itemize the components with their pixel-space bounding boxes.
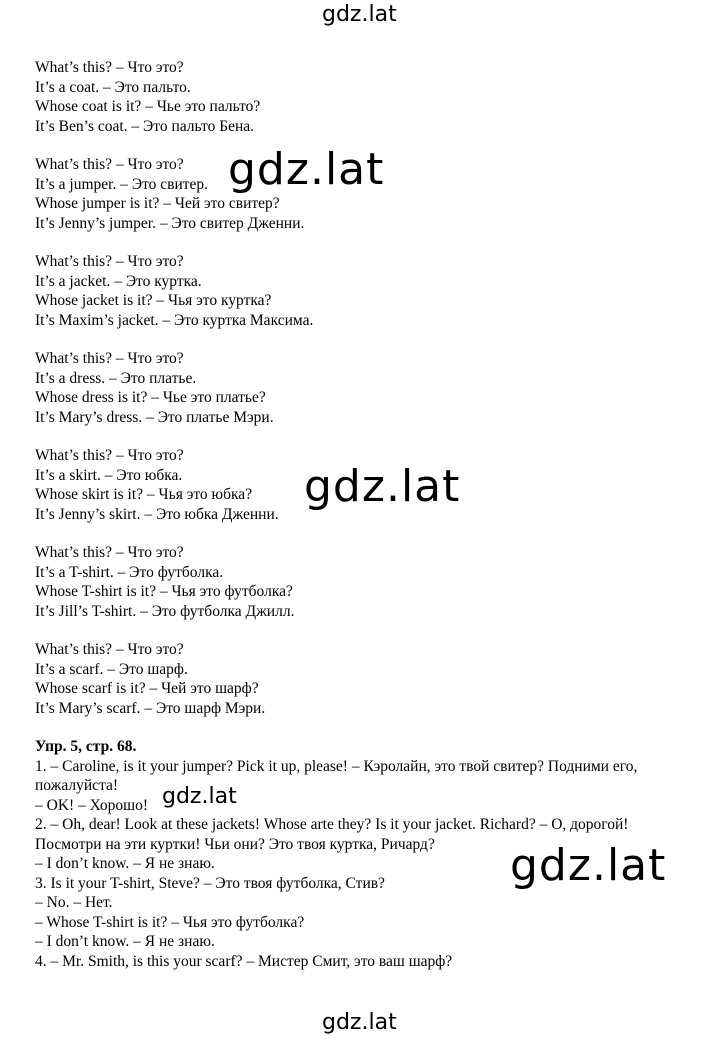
dialogue-line: It’s a coat. – Это пальто. xyxy=(35,78,191,96)
dialogue-line: Whose scarf is it? – Чей это шарф? xyxy=(35,680,259,697)
dialogue-line: What’s this? – Что это? xyxy=(35,253,184,270)
dialogue-line: It’s a jumper. – Это свитер. xyxy=(35,175,209,193)
exercise-line: 1. – Caroline, is it your jumper? Pick it up, please! – Кэролайн, это твой свитер? Подними его, пожалуйста! xyxy=(35,757,638,794)
watermark-mid-2: gdz.lat xyxy=(304,461,461,512)
dialogue-line: It’s Mary’s scarf. – Это шарф Мэри. xyxy=(35,699,266,717)
dialogue-line: It’s a scarf. – Это шарф. xyxy=(35,660,188,678)
exercise-line: – I don’t know. – Я не знаю. xyxy=(35,933,215,950)
dialogue-line: Whose T-shirt is it? – Чья это футболка? xyxy=(35,583,293,600)
dialogue-line: Whose jacket is it? – Чья это куртка? xyxy=(35,292,272,309)
dialogue-line: What’s this? – Что это? xyxy=(35,641,184,658)
exercise-line: 2. – Oh, dear! Look at these jackets! Whose arte they? Is it your jacket. Richard? – О, дорогой! Посмотри на эти куртки! Чьи они? Это твоя куртка, Ричард? xyxy=(35,816,629,853)
dialogue-line: It’s a T-shirt. – Это футболка. xyxy=(35,563,224,581)
dialogue-line: Whose coat is it? – Чье это пальто? xyxy=(35,98,261,115)
dialogue-line: What’s this? – Что это? xyxy=(35,350,184,367)
dialogue-line: It’s Maxim’s jacket. – Это куртка Максима. xyxy=(35,311,314,329)
watermark-mid-3: gdz.lat xyxy=(162,784,237,809)
watermark-top: gdz.lat xyxy=(322,2,397,27)
exercise-line: – Whose T-shirt is it? – Чья это футболка? xyxy=(35,913,305,931)
dialogue-block-7 xyxy=(35,640,695,718)
dialogue-line: It’s Jenny’s jumper. – Это свитер Дженни. xyxy=(35,214,305,232)
dialogue-block-4 xyxy=(35,349,695,427)
dialogue-line: It’s a dress. – Это платье. xyxy=(35,369,197,387)
dialogue-line: It’s Jenny’s skirt. – Это юбка Дженни. xyxy=(35,505,279,523)
dialogue-block-1 xyxy=(35,58,695,136)
watermark-mid-1: gdz.lat xyxy=(228,144,385,195)
dialogue-line: It’s Ben’s coat. – Это пальто Бена. xyxy=(35,117,255,135)
dialogue-line: It’s Mary’s dress. – Это платье Мэри. xyxy=(35,408,274,426)
exercise-line: – I don’t know. – Я не знаю. xyxy=(35,855,215,872)
exercise-line: – No. – Нет. xyxy=(35,894,113,911)
dialogue-line: What’s this? – Что это? xyxy=(35,447,184,464)
dialogue-line: Whose jumper is it? – Чей это свитер? xyxy=(35,195,280,212)
dialogue-line: It’s a skirt. – Это юбка. xyxy=(35,466,183,484)
dialogue-line: It’s a jacket. – Это куртка. xyxy=(35,272,202,290)
dialogue-line: What’s this? – Что это? xyxy=(35,59,184,76)
exercise-heading: Упр. 5, стр. 68. xyxy=(35,738,137,755)
exercise-line: – OK! – Хорошо! xyxy=(35,796,148,814)
watermark-bottom: gdz.lat xyxy=(322,1010,397,1035)
dialogue-line: Whose skirt is it? – Чья это юбка? xyxy=(35,486,253,503)
exercise-line: 4. – Mr. Smith, is this your scarf? – Мистер Смит, это ваш шарф? xyxy=(35,952,453,970)
watermark-mid-4: gdz.lat xyxy=(510,840,667,891)
exercise-line: 3. Is it your T-shirt, Steve? – Это твоя футболка, Стив? xyxy=(35,874,385,892)
dialogue-line: What’s this? – Что это? xyxy=(35,544,184,561)
dialogue-line: It’s Jill’s T-shirt. – Это футболка Джилл. xyxy=(35,602,295,620)
dialogue-block-3 xyxy=(35,252,695,330)
dialogue-line: Whose dress is it? – Чье это платье? xyxy=(35,389,266,406)
dialogue-block-6 xyxy=(35,543,695,621)
dialogue-line: What’s this? – Что это? xyxy=(35,156,184,173)
